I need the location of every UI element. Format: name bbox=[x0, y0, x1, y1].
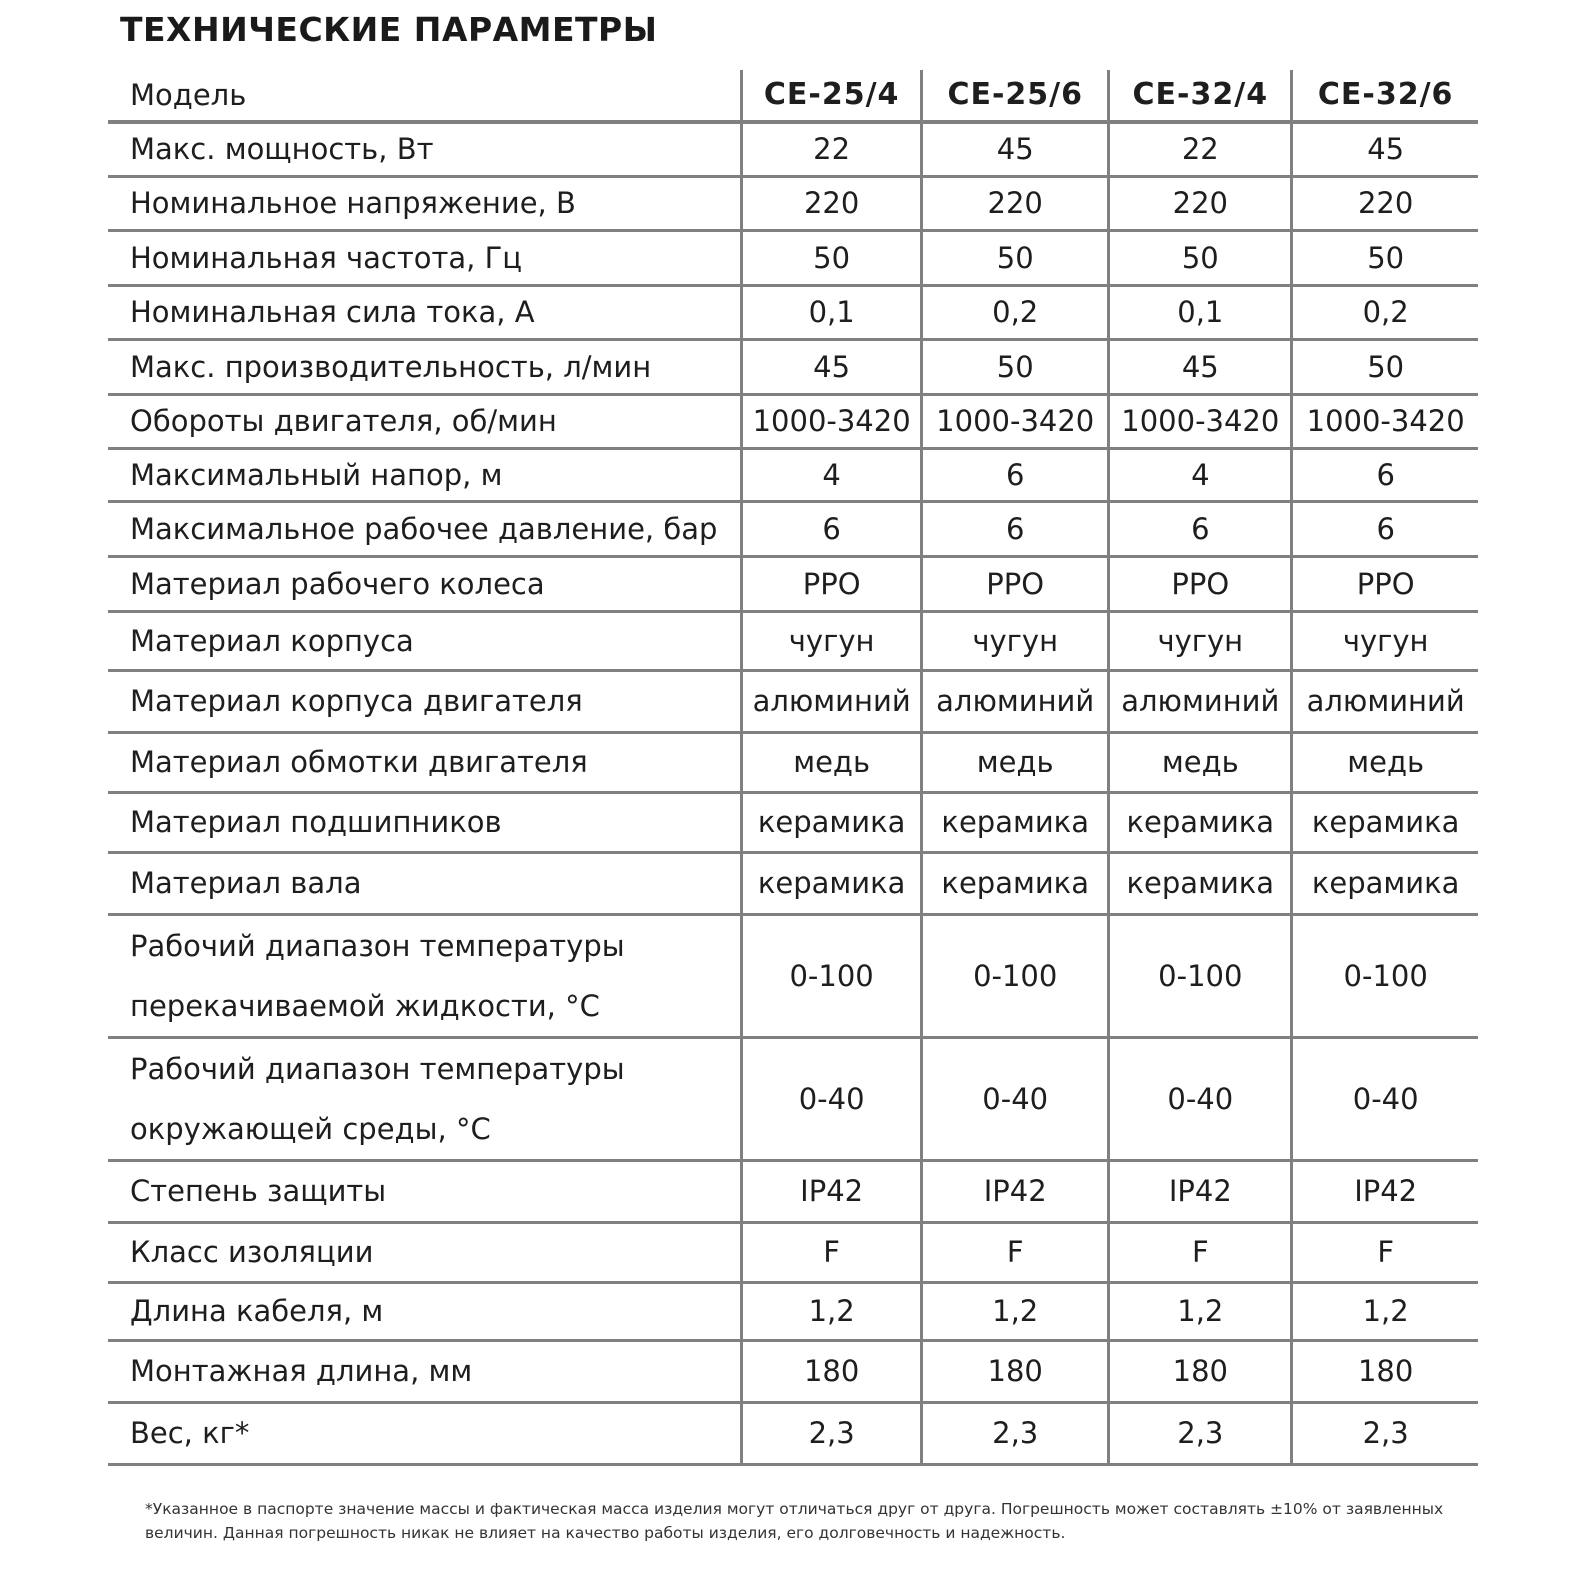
param-value-cell: F bbox=[1109, 1222, 1292, 1282]
header-label-cell: Модель bbox=[108, 70, 742, 122]
param-value-cell: алюминий bbox=[1109, 670, 1292, 732]
param-value-cell: 0,1 bbox=[742, 285, 922, 339]
param-value-cell: 0-40 bbox=[922, 1037, 1109, 1160]
param-label-cell: Материал рабочего колеса bbox=[108, 556, 742, 611]
param-value-cell: 1000-3420 bbox=[1109, 394, 1292, 448]
param-value-cell: 0-40 bbox=[1292, 1037, 1478, 1160]
param-label-cell: Материал вала bbox=[108, 852, 742, 914]
param-value-cell: керамика bbox=[922, 792, 1109, 852]
param-label-cell: Рабочий диапазон температуры перекачиваемой жидкости, °C bbox=[108, 914, 742, 1037]
param-value-cell: 180 bbox=[1292, 1340, 1478, 1402]
table-row bbox=[108, 1222, 1478, 1282]
param-label-cell: Класс изоляции bbox=[108, 1222, 742, 1282]
param-value-cell: 220 bbox=[742, 176, 922, 230]
param-value-cell: 0-100 bbox=[1109, 914, 1292, 1037]
param-value-cell: 50 bbox=[1292, 339, 1478, 394]
param-value-cell: 4 bbox=[1109, 448, 1292, 501]
param-value-cell: 0,2 bbox=[922, 285, 1109, 339]
param-value-cell: 0-100 bbox=[742, 914, 922, 1037]
param-value-cell: 6 bbox=[1109, 501, 1292, 556]
param-value-cell: керамика bbox=[1292, 792, 1478, 852]
table-row bbox=[108, 732, 1478, 792]
model-header-cell: CE-25/4 bbox=[742, 70, 922, 122]
param-value-cell: 1,2 bbox=[1292, 1282, 1478, 1340]
param-value-cell: 220 bbox=[1292, 176, 1478, 230]
table-row bbox=[108, 914, 1478, 1037]
param-value-cell: 2,3 bbox=[742, 1402, 922, 1464]
param-value-cell: 22 bbox=[742, 122, 922, 176]
param-value-cell: 0,1 bbox=[1109, 285, 1292, 339]
param-value-cell: керамика bbox=[922, 852, 1109, 914]
param-value-cell: 0-100 bbox=[1292, 914, 1478, 1037]
param-label-cell: Макс. производительность, л/мин bbox=[108, 339, 742, 394]
table-row bbox=[108, 556, 1478, 611]
param-value-cell: F bbox=[742, 1222, 922, 1282]
param-value-cell: IP42 bbox=[1109, 1160, 1292, 1222]
table-row bbox=[108, 122, 1478, 176]
param-value-cell: 180 bbox=[742, 1340, 922, 1402]
param-value-cell: керамика bbox=[742, 792, 922, 852]
table-row bbox=[108, 852, 1478, 914]
param-value-cell: 2,3 bbox=[1292, 1402, 1478, 1464]
table-row bbox=[108, 285, 1478, 339]
param-label-cell: Материал корпуса bbox=[108, 611, 742, 670]
param-label-cell: Вес, кг* bbox=[108, 1402, 742, 1464]
param-value-cell: PPO bbox=[1292, 556, 1478, 611]
param-value-cell: медь bbox=[922, 732, 1109, 792]
param-value-cell: 6 bbox=[742, 501, 922, 556]
table-row bbox=[108, 339, 1478, 394]
param-value-cell: 220 bbox=[1109, 176, 1292, 230]
param-label-cell: Рабочий диапазон температуры окружающей среды, °C bbox=[108, 1037, 742, 1160]
param-value-cell: керамика bbox=[1292, 852, 1478, 914]
param-value-cell: 0-100 bbox=[922, 914, 1109, 1037]
param-value-cell: IP42 bbox=[922, 1160, 1109, 1222]
table-row bbox=[108, 1282, 1478, 1340]
param-value-cell: 2,3 bbox=[1109, 1402, 1292, 1464]
param-value-cell: 0,2 bbox=[1292, 285, 1478, 339]
spec-table bbox=[108, 70, 1478, 1466]
param-value-cell: керамика bbox=[1109, 852, 1292, 914]
param-value-cell: 50 bbox=[922, 339, 1109, 394]
param-value-cell: 1000-3420 bbox=[742, 394, 922, 448]
param-value-cell: керамика bbox=[1109, 792, 1292, 852]
footnote: *Указанное в паспорте значение массы и фактическая масса изделия могут отличаться друг от друга. Погрешность может составлять ±10% от заявленных величин. Данная погрешность никак не влияет на качество работы изделия, его долговечность и надежность. bbox=[145, 1500, 1444, 1542]
param-value-cell: 1000-3420 bbox=[922, 394, 1109, 448]
param-value-cell: 1,2 bbox=[742, 1282, 922, 1340]
param-value-cell: 6 bbox=[922, 501, 1109, 556]
param-label-cell: Степень защиты bbox=[108, 1160, 742, 1222]
param-label-cell: Макс. мощность, Вт bbox=[108, 122, 742, 176]
param-value-cell: керамика bbox=[742, 852, 922, 914]
param-value-cell: 45 bbox=[1109, 339, 1292, 394]
model-header-cell: CE-32/4 bbox=[1109, 70, 1292, 122]
param-value-cell: 6 bbox=[1292, 448, 1478, 501]
param-label-cell: Номинальное напряжение, В bbox=[108, 176, 742, 230]
table-row bbox=[108, 1037, 1478, 1160]
param-value-cell: 22 bbox=[1109, 122, 1292, 176]
param-label-cell: Длина кабеля, м bbox=[108, 1282, 742, 1340]
param-value-cell: IP42 bbox=[742, 1160, 922, 1222]
param-value-cell: 45 bbox=[742, 339, 922, 394]
param-value-cell: 45 bbox=[922, 122, 1109, 176]
param-value-cell: алюминий bbox=[1292, 670, 1478, 732]
param-value-cell: чугун bbox=[1109, 611, 1292, 670]
param-value-cell: F bbox=[922, 1222, 1109, 1282]
param-value-cell: 50 bbox=[1109, 230, 1292, 285]
param-label-cell: Материал обмотки двигателя bbox=[108, 732, 742, 792]
param-value-cell: алюминий bbox=[922, 670, 1109, 732]
table-row bbox=[108, 448, 1478, 501]
param-value-cell: 0-40 bbox=[1109, 1037, 1292, 1160]
param-value-cell: PPO bbox=[922, 556, 1109, 611]
param-value-cell: 4 bbox=[742, 448, 922, 501]
table-row bbox=[108, 1402, 1478, 1464]
param-value-cell: 180 bbox=[922, 1340, 1109, 1402]
param-label-cell: Максимальный напор, м bbox=[108, 448, 742, 501]
model-header-cell: CE-25/6 bbox=[922, 70, 1109, 122]
param-value-cell: PPO bbox=[742, 556, 922, 611]
param-value-cell: PPO bbox=[1109, 556, 1292, 611]
param-value-cell: медь bbox=[1292, 732, 1478, 792]
param-label-cell: Максимальное рабочее давление, бар bbox=[108, 501, 742, 556]
param-value-cell: чугун bbox=[922, 611, 1109, 670]
param-value-cell: 50 bbox=[742, 230, 922, 285]
param-label-cell: Обороты двигателя, об/мин bbox=[108, 394, 742, 448]
param-label-cell: Материал корпуса двигателя bbox=[108, 670, 742, 732]
table-row bbox=[108, 1160, 1478, 1222]
param-value-cell: медь bbox=[1109, 732, 1292, 792]
param-value-cell: 1,2 bbox=[922, 1282, 1109, 1340]
param-value-cell: чугун bbox=[1292, 611, 1478, 670]
param-value-cell: 0-40 bbox=[742, 1037, 922, 1160]
param-value-cell: 50 bbox=[922, 230, 1109, 285]
param-label-cell: Номинальная сила тока, А bbox=[108, 285, 742, 339]
table-row bbox=[108, 611, 1478, 670]
table-row bbox=[108, 230, 1478, 285]
param-value-cell: алюминий bbox=[742, 670, 922, 732]
param-value-cell: 1,2 bbox=[1109, 1282, 1292, 1340]
param-label-cell: Номинальная частота, Гц bbox=[108, 230, 742, 285]
table-row bbox=[108, 394, 1478, 448]
param-value-cell: 220 bbox=[922, 176, 1109, 230]
table-row bbox=[108, 176, 1478, 230]
param-value-cell: F bbox=[1292, 1222, 1478, 1282]
table-row bbox=[108, 501, 1478, 556]
param-value-cell: 6 bbox=[922, 448, 1109, 501]
param-value-cell: 50 bbox=[1292, 230, 1478, 285]
table-header-row bbox=[108, 70, 1478, 122]
param-value-cell: 2,3 bbox=[922, 1402, 1109, 1464]
param-value-cell: 45 bbox=[1292, 122, 1478, 176]
table-row bbox=[108, 792, 1478, 852]
table-row bbox=[108, 670, 1478, 732]
param-label-cell: Материал подшипников bbox=[108, 792, 742, 852]
table-row bbox=[108, 1340, 1478, 1402]
spec-table-body bbox=[108, 70, 1478, 1464]
model-header-cell: CE-32/6 bbox=[1292, 70, 1478, 122]
page-title: ТЕХНИЧЕСКИЕ ПАРАМЕТРЫ bbox=[120, 10, 658, 49]
param-value-cell: 6 bbox=[1292, 501, 1478, 556]
param-value-cell: 1000-3420 bbox=[1292, 394, 1478, 448]
param-value-cell: медь bbox=[742, 732, 922, 792]
param-value-cell: IP42 bbox=[1292, 1160, 1478, 1222]
param-value-cell: чугун bbox=[742, 611, 922, 670]
param-value-cell: 180 bbox=[1109, 1340, 1292, 1402]
param-label-cell: Монтажная длина, мм bbox=[108, 1340, 742, 1402]
